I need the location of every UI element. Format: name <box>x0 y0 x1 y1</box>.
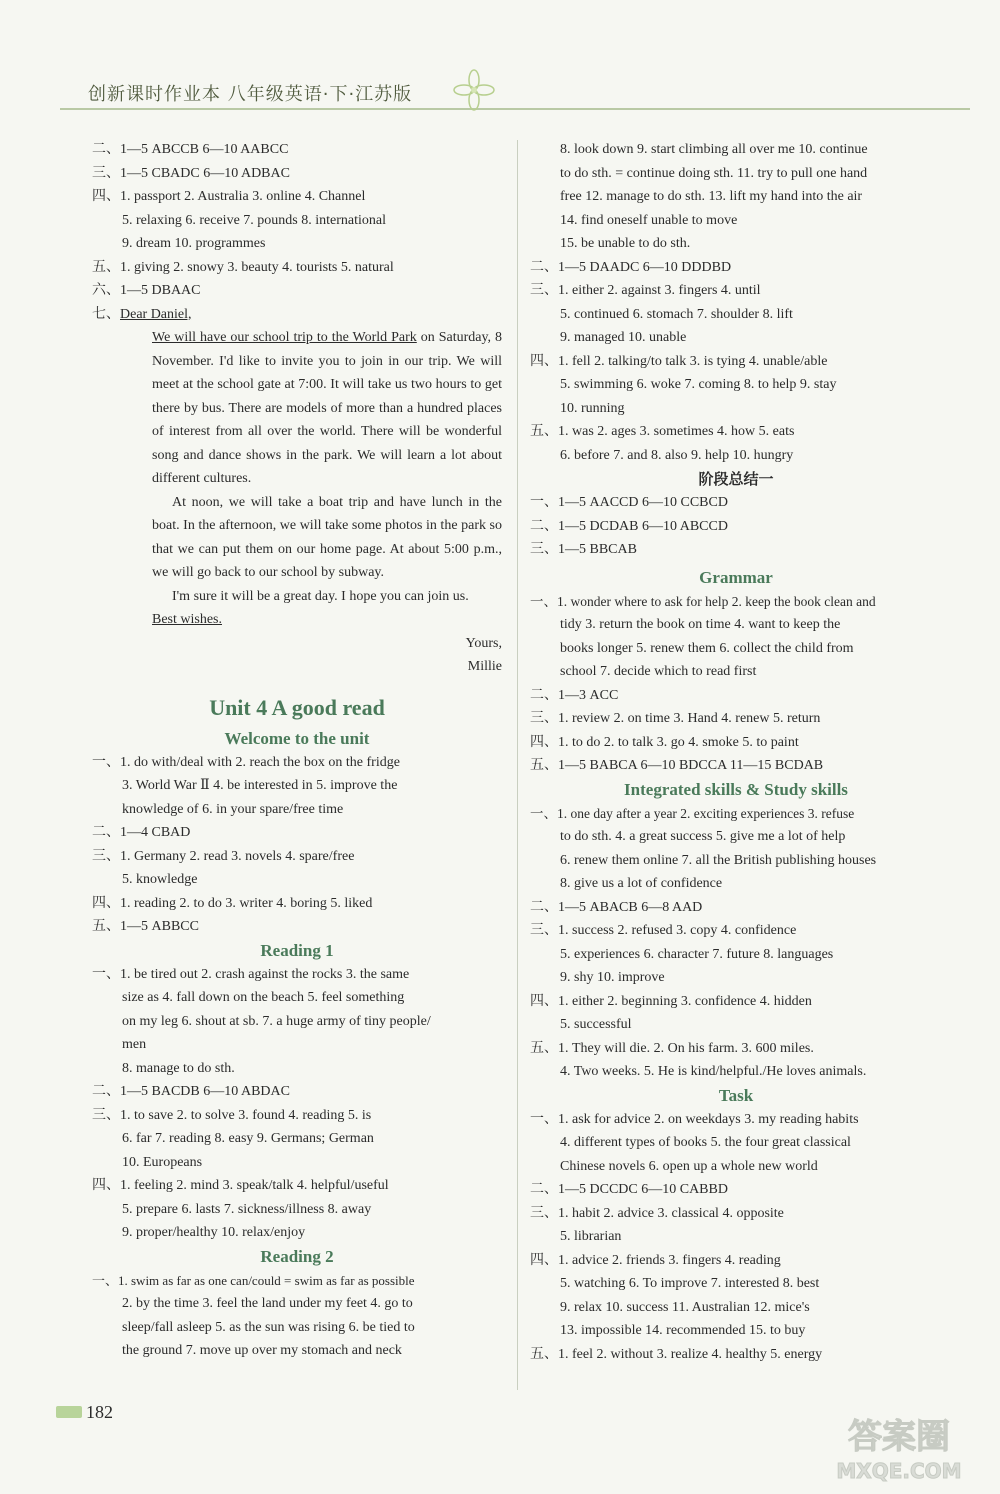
answer-line: 四、1. feeling 2. mind 3. speak/talk 4. helpful/useful <box>92 1178 389 1193</box>
answer-line: 二、1—5 DCCDC 6—10 CABBD <box>530 1182 728 1197</box>
answer-line: 5. experiences 6. character 7. future 8. languages <box>560 946 834 962</box>
section-title-task: Task <box>718 1085 754 1105</box>
page-number: 182 <box>86 1402 113 1422</box>
watermark-logo <box>814 1406 984 1486</box>
answer-line: 4. Two weeks. 5. He is kind/helpful./He loves animals. <box>560 1064 867 1079</box>
answer-line: 5. successful <box>560 1017 632 1032</box>
letter-label: 七、 <box>92 306 120 322</box>
answer-line: tidy 3. return the book on time 4. want to keep the <box>560 617 841 632</box>
answer-line: 6. far 7. reading 8. easy 9. Germans; German <box>122 1131 374 1146</box>
answer-line: 6. before 7. and 8. also 9. help 10. hungry <box>560 447 794 463</box>
answer-line: 三、1. habit 2. advice 3. classical 4. opposite <box>530 1205 784 1221</box>
answer-line: 15. be unable to do sth. <box>560 236 691 251</box>
answer-line: 五、1—5 BABCA 6—10 BDCCA 11—15 BCDAB <box>530 758 824 773</box>
section-title-integrated: Integrated skills & Study skills <box>624 779 848 799</box>
answer-line: 8. look down 9. start climbing all over me 10. continue <box>560 142 868 157</box>
answer-line: 一、1—5 AACCD 6—10 CCBCD <box>530 495 728 510</box>
answer-line: 9. shy 10. improve <box>560 970 665 985</box>
answer-line: to do sth. = continue doing sth. 11. try to pull one hand <box>560 165 868 181</box>
answer-line: 二、1—5 ABACB 6—8 AAD <box>530 899 703 915</box>
answer-line: 五、1. feel 2. without 3. realize 4. healthy 5. energy <box>530 1346 823 1362</box>
section-title-reading1: Reading 1 <box>260 940 334 960</box>
answer-line: 8. give us a lot of confidence <box>560 876 723 891</box>
answer-line: school 7. decide which to read first <box>560 664 757 679</box>
section-title-welcome: Welcome to the unit <box>224 728 370 748</box>
answer-line: 9. proper/healthy 10. relax/enjoy <box>122 1225 306 1240</box>
answer-line: 二、1—5 ABCCB 6—10 AABCC <box>92 142 289 157</box>
answer-line: 10. Europeans <box>122 1154 203 1170</box>
answer-line: 一、1. one day after a year 2. exciting experiences 3. refuse <box>530 805 855 821</box>
letter-p1-underlined: We will have our school trip to the World Park <box>152 330 417 345</box>
answer-line: 五、1. giving 2. snowy 3. beauty 4. tourists 5. natural <box>92 259 394 275</box>
answer-line: 9. relax 10. success 11. Australian 12. mice's <box>560 1299 810 1315</box>
answer-line: 一、1. ask for advice 2. on weekdays 3. my reading habits <box>530 1111 859 1127</box>
answer-line: 三、1. either 2. against 3. fingers 4. until <box>530 283 761 298</box>
letter-name: Millie <box>467 659 502 674</box>
answer-line: knowledge of 6. in your spare/free time <box>122 801 344 817</box>
answer-line: 8. manage to do sth. <box>122 1060 235 1076</box>
answer-line: 二、1—3 ACC <box>530 687 619 703</box>
answer-line: free 12. manage to do sth. 13. lift my hand into the air <box>560 189 863 204</box>
section-title-grammar: Grammar <box>699 567 773 587</box>
right-column <box>530 138 942 1366</box>
answer-line: 5. continued 6. stomach 7. shoulder 8. lift <box>560 306 793 322</box>
answer-line: books longer 5. renew them 6. collect the child from <box>560 640 854 656</box>
header-title: 创新课时作业本 八年级英语·下·江苏版 <box>88 84 413 105</box>
answer-line: sleep/fall asleep 5. as the sun was rising 6. be tied to <box>122 1319 415 1335</box>
answer-line: 三、1—5 CBADC 6—10 ADBAC <box>92 165 290 181</box>
answer-line: 四、1. either 2. beginning 3. confidence 4. hidden <box>530 993 812 1009</box>
answer-line: 10. running <box>560 400 625 416</box>
answer-line: 四、1. reading 2. to do 3. writer 4. boring 5. liked <box>92 895 373 911</box>
answer-line: 二、1—4 CBAD <box>92 825 191 840</box>
answer-line: 5. swimming 6. woke 7. coming 8. to help 9. stay <box>560 377 837 392</box>
letter-paragraph-2: At noon, we will take a boat trip and have lunch in the boat. In the afternoon, we will take some photos in the park so that we can put them on our home page. At about 5:00 p.m., we will go back to our school by subway. <box>152 494 502 580</box>
answer-line: 一、1. do with/deal with 2. reach the box on the fridge <box>92 754 400 770</box>
answer-line: 9. dream 10. programmes <box>122 236 266 251</box>
answer-line: 3. World War Ⅱ 4. be interested in 5. improve the <box>122 778 398 793</box>
answer-line: on my leg 6. shout at sb. 7. a huge army of tiny people/ <box>122 1013 431 1029</box>
watermark-text-top: 答案圈 <box>848 1417 950 1457</box>
answer-line: 2. by the time 3. feel the land under my feet 4. go to <box>122 1296 413 1311</box>
letter-greeting: Dear Daniel, <box>120 306 192 322</box>
answer-line: 5. prepare 6. lasts 7. sickness/illness 8. away <box>122 1201 372 1217</box>
section-title-summary: 阶段总结一 <box>698 470 774 488</box>
answer-line: 五、1. They will die. 2. On his farm. 3. 600 miles. <box>530 1040 814 1056</box>
answer-line: 二、1—5 BACDB 6—10 ABDAC <box>92 1084 290 1099</box>
answer-line: 5. watching 6. To improve 7. interested 8. best <box>560 1276 820 1291</box>
answer-line: 二、1—5 DCDAB 6—10 ABCCD <box>530 518 728 534</box>
answer-line: 四、1. to do 2. to talk 3. go 4. smoke 5. to paint <box>530 734 799 750</box>
letter-closing-line <box>92 608 502 632</box>
answer-line: men <box>122 1037 147 1052</box>
page-header <box>0 72 1000 112</box>
answer-line: 四、1. advice 2. friends 3. fingers 4. reading <box>530 1252 781 1268</box>
answer-line: 一、1. swim as far as one can/could = swim as far as possible <box>92 1272 415 1288</box>
answer-line: 四、1. fell 2. talking/to talk 3. is tying 4. unable/able <box>530 353 828 369</box>
answer-line: 二、1—5 DAADC 6—10 DDDBD <box>530 259 732 275</box>
answer-line: 一、1. be tired out 2. crash against the rocks 3. the same <box>92 966 410 982</box>
answer-line: the ground 7. move up over my stomach and neck <box>122 1343 402 1358</box>
answer-line: 4. different types of books 5. the four great classical <box>560 1135 851 1150</box>
answer-line: 三、1. success 2. refused 3. copy 4. confidence <box>530 923 797 938</box>
letter-greeting-line <box>92 303 502 327</box>
column-divider <box>517 140 518 1390</box>
answer-line: 三、1. review 2. on time 3. Hand 4. renew 5. return <box>530 711 821 726</box>
letter-p1-rest: on Saturday, 8 November. I'd like to invite you to join in our trip. We will meet at the school gate at 7:00. It will take us two hours to get there by bus. There are models of more than a hundred places of interest from all over the world. There will be wonderful song and dance shows in the park. We will learn a lot about different cultures. <box>152 330 503 486</box>
answer-line: 一、1. wonder where to ask for help 2. keep the book clean and <box>530 593 876 609</box>
answer-line: to do sth. 4. a great success 5. give me a lot of help <box>560 829 846 844</box>
answer-line: 四、1. passport 2. Australia 3. online 4. Channel <box>92 189 366 204</box>
answer-line: 三、1. to save 2. to solve 3. found 4. reading 5. is <box>92 1107 372 1123</box>
left-column <box>92 138 502 1363</box>
answer-line: 5. librarian <box>560 1229 622 1244</box>
unit-title: Unit 4 A good read <box>209 694 385 720</box>
answer-line: size as 4. fall down on the beach 5. feel something <box>122 990 405 1005</box>
header-rule <box>60 108 970 110</box>
answer-line: 14. find oneself unable to move <box>560 212 738 228</box>
watermark-text-bottom: MXQE.COM <box>836 1459 962 1483</box>
answer-line: 六、1—5 DBAAC <box>92 283 201 298</box>
answer-line: 五、1. was 2. ages 3. sometimes 4. how 5. eats <box>530 424 795 439</box>
answer-line: 5. knowledge <box>122 872 198 887</box>
letter-yours: Yours, <box>465 635 502 651</box>
answer-line: 5. relaxing 6. receive 7. pounds 8. international <box>122 212 386 228</box>
letter-paragraph-1 <box>92 326 502 491</box>
answer-line: 三、1. Germany 2. read 3. novels 4. spare/free <box>92 848 355 864</box>
answer-line: 9. managed 10. unable <box>560 330 687 345</box>
answer-line: 五、1—5 ABBCC <box>92 919 199 934</box>
page-marker-icon <box>56 1406 82 1418</box>
letter-paragraph-3: I'm sure it will be a great day. I hope you can join us. <box>172 588 469 604</box>
flower-ornament-icon <box>450 66 498 114</box>
answer-line: 6. renew them online 7. all the British publishing houses <box>560 852 877 868</box>
answer-line: 13. impossible 14. recommended 15. to buy <box>560 1323 806 1338</box>
answer-line: 三、1—5 BBCAB <box>530 542 637 557</box>
section-title-reading2: Reading 2 <box>260 1246 334 1266</box>
letter-closing: Best wishes. <box>152 612 222 627</box>
answer-line: Chinese novels 6. open up a whole new world <box>560 1158 818 1174</box>
